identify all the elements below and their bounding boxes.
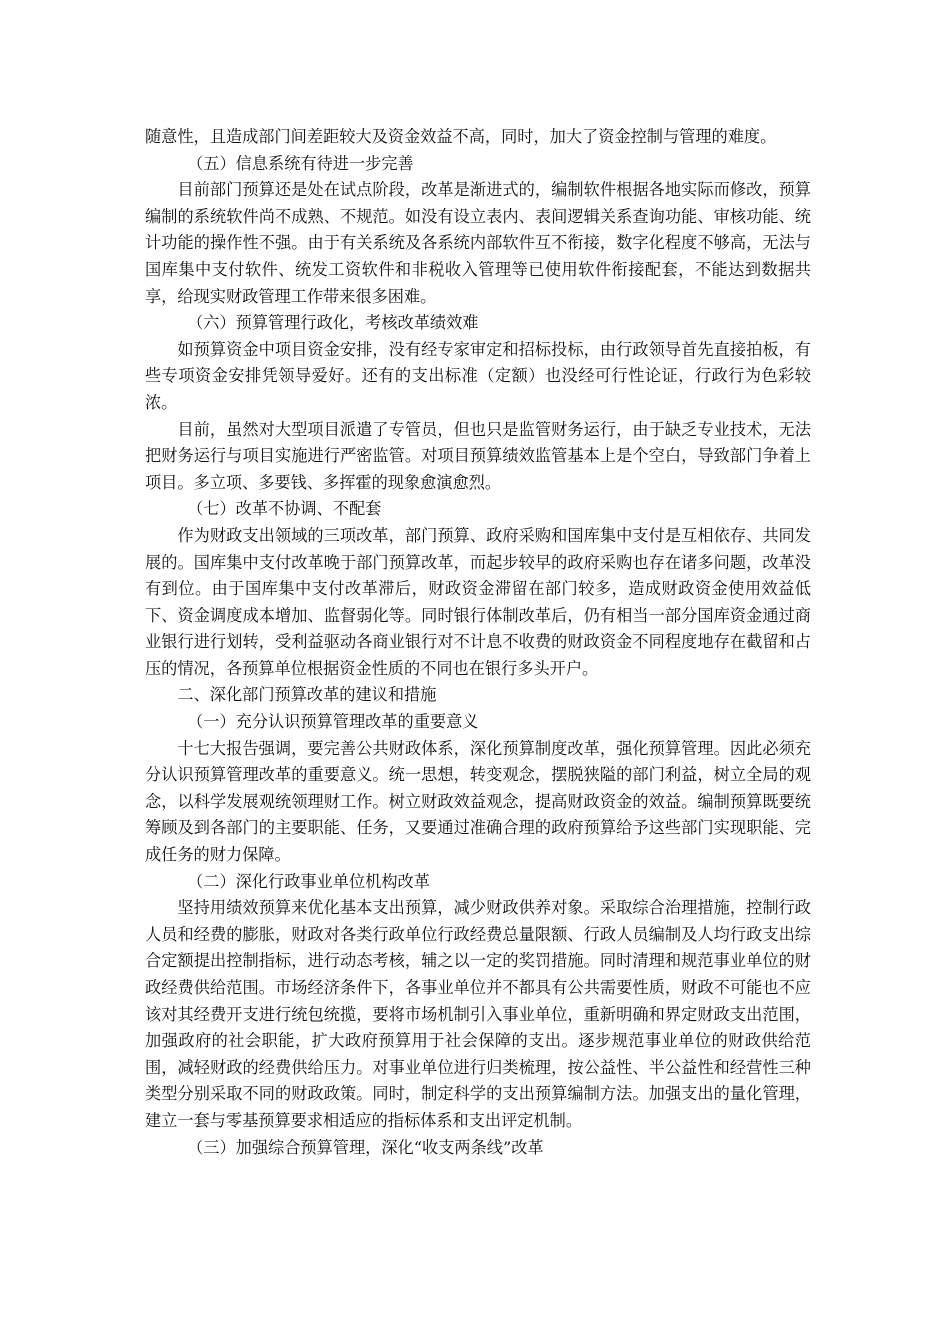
subheading-institution-reform: （二）深化行政事业单位机构改革 [187,871,430,891]
subheading-info-system: （五）信息系统有待进一步完善 [187,153,414,173]
paragraph: 目前部门预算还是处在试点阶段，改革是渐进式的，编制软件根据各地实际而修改，预算编制的系统软件尚不成熟、不规范。如没有设立表内、表间逻辑关系查询功能、审核功能、统计功能的操作性不强。由于有关系统及各系统内部软件互不衔接，数字化程度不够高，无法与国库集中支付软件、统发工资软件和非税收入管理等已使用软件衔接配套，不能达到数据共享，给现实财政管理工作带来很多困难。 [145,180,811,306]
paragraph: 如预算资金中项目资金安排，没有经专家审定和招标投标，由行政领导首先直接拍板，有些专项资金安排凭领导爱好。还有的支出标准（定额）也没经可行性论证，行政行为色彩较浓。 [145,339,811,412]
paragraph: 作为财政支出领域的三项改革，部门预算、政府采购和国库集中支付是互相依存、共同发展的。国库集中支付改革晚于部门预算改革，而起步较早的政府采购也存在诸多问题，改革没有到位。由于国库集中支付改革滞后，财政资金滞留在部门较多，造成财政资金使用效益低下、资金调度成本增加、监督弱化等。同时银行体制改革后，仍有相当一部分国库资金通过商业银行进行划转，受利益驱动各商业银行对不计息不收费的财政资金不同程度地存在截留和占压的情况，各预算单位根据资金性质的不同也在银行多头开户。 [145,525,811,678]
section-heading-suggestions: 二、深化部门预算改革的建议和措施 [177,685,437,705]
subheading-reform-coordination: （七）改革不协调、不配套 [187,499,382,519]
subheading-budget-admin: （六）预算管理行政化，考核改革绩效难 [187,313,479,333]
subheading-comprehensive-budget: （三）加强综合预算管理，深化“收支两条线”改革 [187,1137,544,1157]
paragraph: 坚持用绩效预算来优化基本支出预算，减少财政供养对象。采取综合治理措施，控制行政人员和经费的膨胀，财政对各类行政单位行政经费总量限额、行政人员编制及人均行政支出综合定额提出控制指标，进行动态考核，辅之以一定的奖罚措施。同时清理和规范事业单位的财政经费供给范围。市场经济条件下，各事业单位并不都具有公共需要性质，财政不可能也不应该对其经费开支进行统包统揽，要将市场机制引入事业单位，重新明确和界定财政支出范围，加强政府的社会职能，扩大政府预算用于社会保障的支出。逐步规范事业单位的财政供给范围，减轻财政的经费供给压力。对事业单位进行归类梳理，按公益性、半公益性和经营性三种类型分别采取不同的财政政策。同时，制定科学的支出预算编制方法。加强支出的量化管理，建立一套与零基预算要求相适应的指标体系和支出评定机制。 [145,898,811,1130]
paragraph: 目前，虽然对大型项目派遣了专管员，但也只是监管财务运行，由于缺乏专业技术，无法把财务运行与项目实施进行严密监管。对项目预算绩效监管基本上是个空白，导致部门争着上项目。多立项、多要钱、多挥霍的现象愈演愈烈。 [145,419,811,492]
document-page [145,124,811,1161]
paragraph: 十七大报告强调，要完善公共财政体系，深化预算制度改革，强化预算管理。因此必须充分认识预算管理改革的重要意义。统一思想，转变观念，摆脱狭隘的部门利益，树立全局的观念，以科学发展观统领理财工作。树立财政效益观念，提高财政资金的效益。编制预算既要统筹顾及到各部门的主要职能、任务，又要通过准确合理的政府预算给予这些部门实现职能、完成任务的财力保障。 [145,738,811,865]
subheading-reform-significance: （一）充分认识预算管理改革的重要意义 [187,712,479,732]
paragraph-continued: 随意性，且造成部门间差距较大及资金效益不高，同时，加大了资金控制与管理的难度。 [145,127,777,146]
